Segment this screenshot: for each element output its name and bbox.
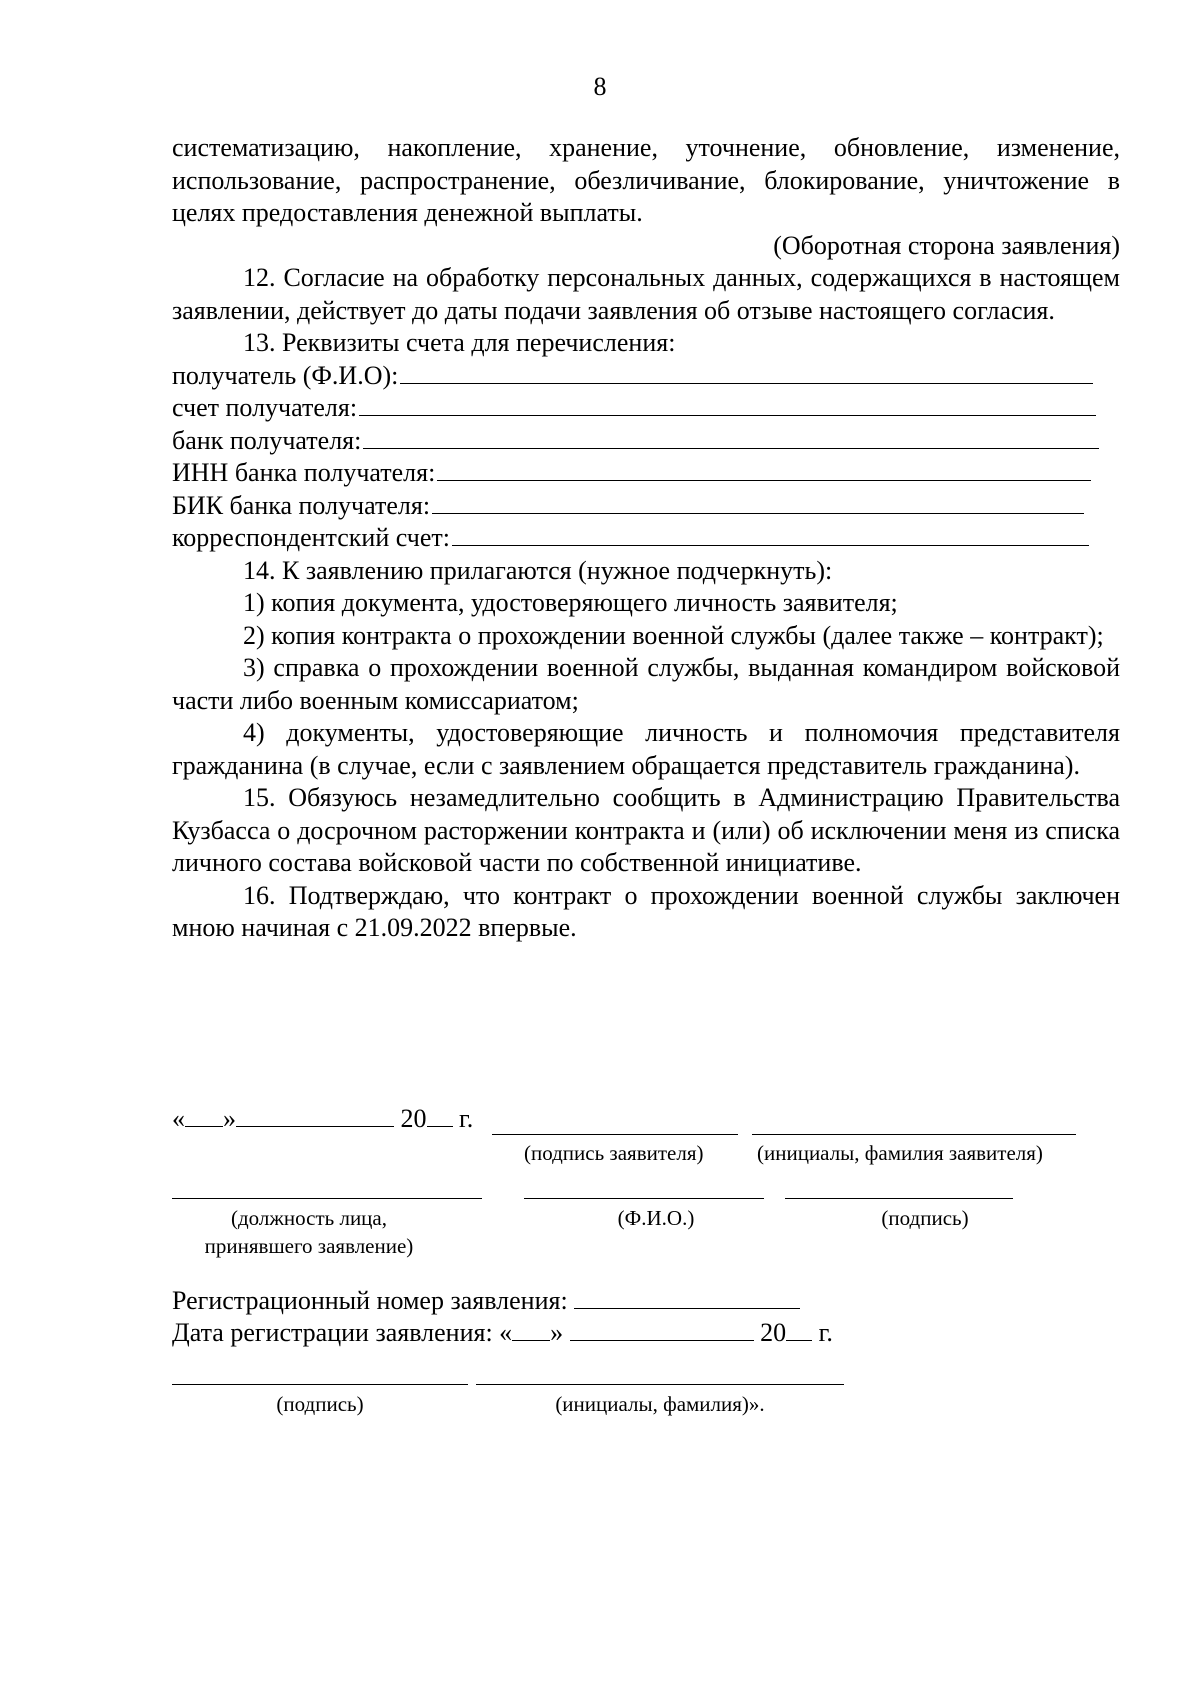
field-label: банк получателя: bbox=[172, 425, 362, 455]
field-label: ИНН банка получателя: bbox=[172, 458, 436, 487]
official-position-line[interactable] bbox=[172, 1198, 482, 1199]
year-prefix: 20 bbox=[760, 1318, 787, 1347]
field-label: получатель (Ф.И.О): bbox=[172, 360, 399, 390]
field-correspondent-account[interactable] bbox=[172, 522, 1120, 555]
day-blank[interactable] bbox=[512, 1339, 550, 1341]
paragraph-16: 16. Подтверждаю, что контракт о прохождении военной службы заключен мною начиная с 21.09.2022 впервые. bbox=[172, 880, 1120, 942]
quote-open: « bbox=[499, 1318, 513, 1347]
field-bank-bik[interactable] bbox=[172, 490, 1120, 523]
month-blank[interactable] bbox=[236, 1125, 394, 1127]
blank-line[interactable] bbox=[437, 479, 1091, 481]
official-position-caption-line-2: принявшего заявление) bbox=[204, 1234, 414, 1258]
field-recipient-name[interactable] bbox=[172, 360, 1120, 393]
applicant-name-line[interactable] bbox=[752, 1134, 1076, 1135]
reverse-side-note: (Оборотная сторона заявления) bbox=[773, 230, 1120, 260]
attachment-item-1: 1) копия документа, удостоверяющего личность заявителя; bbox=[243, 588, 898, 617]
document-body bbox=[172, 132, 1120, 945]
official-position-caption-line-1: (должность лица, bbox=[230, 1206, 387, 1230]
blank-line[interactable] bbox=[359, 414, 1096, 416]
registrar-name-caption: (инициалы, фамилия)». bbox=[555, 1392, 765, 1416]
month-blank[interactable] bbox=[570, 1339, 754, 1341]
blank-line[interactable] bbox=[432, 512, 1084, 514]
blank-line[interactable] bbox=[363, 447, 1099, 449]
quote-close: » bbox=[223, 1104, 236, 1133]
field-label: корреспондентский счет: bbox=[172, 523, 450, 552]
official-fio-line[interactable] bbox=[524, 1198, 764, 1199]
registrar-name-line[interactable] bbox=[476, 1384, 844, 1385]
field-label: БИК банка получателя: bbox=[172, 490, 431, 520]
official-signature-line[interactable] bbox=[785, 1198, 1013, 1199]
paragraph-14: 14. К заявлению прилагаются (нужное подчеркнуть): bbox=[243, 555, 833, 585]
official-fio-caption: (Ф.И.О.) bbox=[617, 1206, 695, 1230]
registration-date-label: Дата регистрации заявления: bbox=[172, 1318, 493, 1347]
registration-number-line[interactable] bbox=[172, 1286, 800, 1316]
paragraph-12: 12. Согласие на обработку персональных данных, содержащихся в настоящем заявлении, действует до даты подачи заявления об отзыве настоящего согласия. bbox=[172, 263, 1120, 325]
attachment-item-2: 2) копия контракта о прохождении военной службы (далее также – контракт); bbox=[243, 620, 1104, 650]
field-label: счет получателя: bbox=[172, 393, 358, 422]
quote-open: « bbox=[172, 1104, 185, 1133]
applicant-signature-caption: (подпись заявителя) bbox=[524, 1141, 704, 1165]
registration-number-label: Регистрационный номер заявления: bbox=[172, 1286, 568, 1315]
field-recipient-account[interactable] bbox=[172, 392, 1120, 425]
quote-close: » bbox=[550, 1318, 564, 1347]
registrar-signature-line[interactable] bbox=[172, 1384, 468, 1385]
field-recipient-bank[interactable] bbox=[172, 425, 1120, 458]
blank-line[interactable] bbox=[400, 382, 1093, 384]
attachment-item-4: 4) документы, удостоверяющие личность и полномочия представителя гражданина (в случае, если с заявлением обращается представитель гражданина). bbox=[172, 718, 1120, 780]
paragraph-13: 13. Реквизиты счета для перечисления: bbox=[243, 328, 676, 357]
official-signature-caption: (подпись) bbox=[881, 1206, 969, 1230]
registration-date-line[interactable] bbox=[172, 1318, 833, 1348]
registration-number-blank[interactable] bbox=[574, 1307, 800, 1309]
applicant-name-caption: (инициалы, фамилия заявителя) bbox=[757, 1141, 1043, 1165]
year-blank[interactable] bbox=[786, 1339, 812, 1341]
day-blank[interactable] bbox=[185, 1125, 223, 1127]
applicant-signature-line[interactable] bbox=[492, 1134, 738, 1135]
attachment-item-3: 3) справка о прохождении военной службы, выданная командиром войсковой части либо военным комиссариатом; bbox=[172, 653, 1120, 715]
page-number: 8 bbox=[593, 72, 607, 101]
application-date-line[interactable] bbox=[172, 1104, 473, 1134]
blank-line[interactable] bbox=[452, 544, 1089, 546]
paragraph-15: 15. Обязуюсь незамедлительно сообщить в Администрацию Правительства Кузбасса о досрочном расторжении контракта и (или) об исключении меня из списка личного состава войсковой части по собственной инициативе. bbox=[172, 783, 1120, 877]
year-blank[interactable] bbox=[427, 1125, 453, 1127]
year-suffix: г. bbox=[818, 1318, 833, 1347]
year-prefix: 20 bbox=[400, 1104, 427, 1133]
official-position-caption bbox=[172, 1204, 446, 1260]
paragraph-continuation: систематизацию, накопление, хранение, уточнение, обновление, изменение, использование, распространение, обезличивание, блокирование, уничтожение в целях предоставления денежной выплаты. bbox=[172, 133, 1120, 227]
registrar-signature-caption: (подпись) bbox=[276, 1392, 364, 1416]
field-bank-inn[interactable] bbox=[172, 457, 1120, 490]
year-suffix: г. bbox=[459, 1104, 474, 1133]
